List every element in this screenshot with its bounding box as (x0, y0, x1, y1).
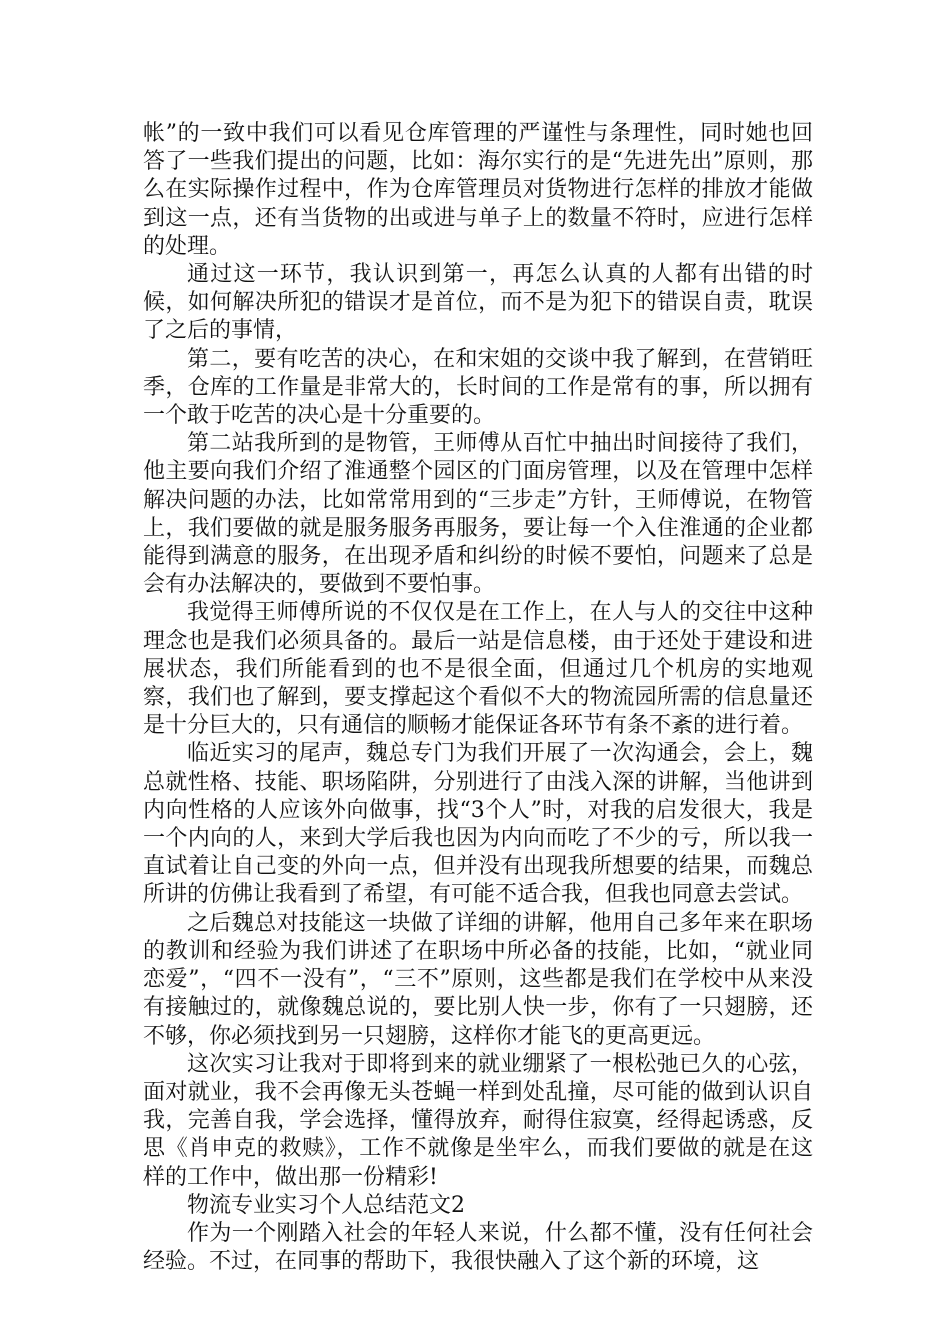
paragraph: 通过这一环节，我认识到第一，再怎么认真的人都有出错的时候，如何解决所犯的错误才是首位，而不是为犯下的错误自责，耽误了之后的事情， (143, 262, 813, 344)
paragraph-continuation: 帐”的一致中我们可以看见仓库管理的严谨性与条理性，同时她也回答了一些我们提出的问题，比如：海尔实行的是“先进先出”原则，那么在实际操作过程中，作为仓库管理员对货物进行怎样的排放才能做到这一点，还有当货物的出或进与单子上的数量不符时，应进行怎样的处理。 (143, 121, 813, 259)
document-body (143, 120, 813, 1276)
paragraph: 第二站我所到的是物管，王师傅从百忙中抽出时间接待了我们，他主要向我们介绍了淮通整个园区的门面房管理，以及在管理中怎样解决问题的办法，比如常常用到的“三步走”方针，王师傅说，在物管上，我们要做的就是服务服务再服务，要让每一个入住淮通的企业都能得到满意的服务，在出现矛盾和纠纷的时候不要怕，问题来了总是会有办法解决的，要做到不要怕事。 (143, 431, 813, 598)
paragraph: 这次实习让我对于即将到来的就业绷紧了一根松弛已久的心弦，面对就业，我不会再像无头苍蝇一样到处乱撞，尽可能的做到认识自我，完善自我，学会选择，懂得放弃，耐得住寂寞，经得起诱惑，反思《肖申克的救赎》，工作不就像是坐牢么，而我们要做的就是在这样的工作中，做出那一份精彩! (143, 1051, 813, 1190)
paragraph: 第二，要有吃苦的决心，在和宋姐的交谈中我了解到，在营销旺季，仓库的工作量是非常大的，长时间的工作是常有的事，所以拥有一个敢于吃苦的决心是十分重要的。 (143, 346, 813, 429)
paragraph: 作为一个刚踏入社会的年轻人来说，什么都不懂，没有任何社会经验。不过，在同事的帮助下，我很快融入了这个新的环境，这 (143, 1220, 813, 1275)
paragraph: 临近实习的尾声，魏总专门为我们开展了一次沟通会，会上，魏总就性格、技能、职场陷阱，分别进行了由浅入深的讲解，当他讲到内向性格的人应该外向做事，找“3个人”时，对我的启发很大，我是一个内向的人，来到大学后我也因为内向而吃了不少的亏，所以我一直试着让自己变的外向一点，但并没有出现我所想要的结果，而魏总所讲的仿佛让我看到了希望，有可能不适合我，但我也同意去尝试。 (143, 741, 813, 908)
paragraph: 我觉得王师傅所说的不仅仅是在工作上，在人与人的交往中这种理念也是我们必须具备的。最后一站是信息楼，由于还处于建设和进展状态，我们所能看到的也不是很全面，但通过几个机房的实地观察，我们也了解到，要支撑起这个看似不大的物流园所需的信息量还是十分巨大的，只有通信的顺畅才能保证各环节有条不紊的进行着。 (143, 600, 813, 739)
section-title: 物流专业实习个人总结范文2 (187, 1192, 465, 1218)
paragraph: 之后魏总对技能这一块做了详细的讲解，他用自己多年来在职场的教训和经验为我们讲述了在职场中所必备的技能，比如，“就业同恋爱”，“四不一没有”，“三不”原则，这些都是我们在学校中从来没有接触过的，就像魏总说的，要比别人快一步，你有了一只翅膀，还不够，你必须找到另一只翅膀，这样你才能飞的更高更远。 (143, 910, 813, 1049)
